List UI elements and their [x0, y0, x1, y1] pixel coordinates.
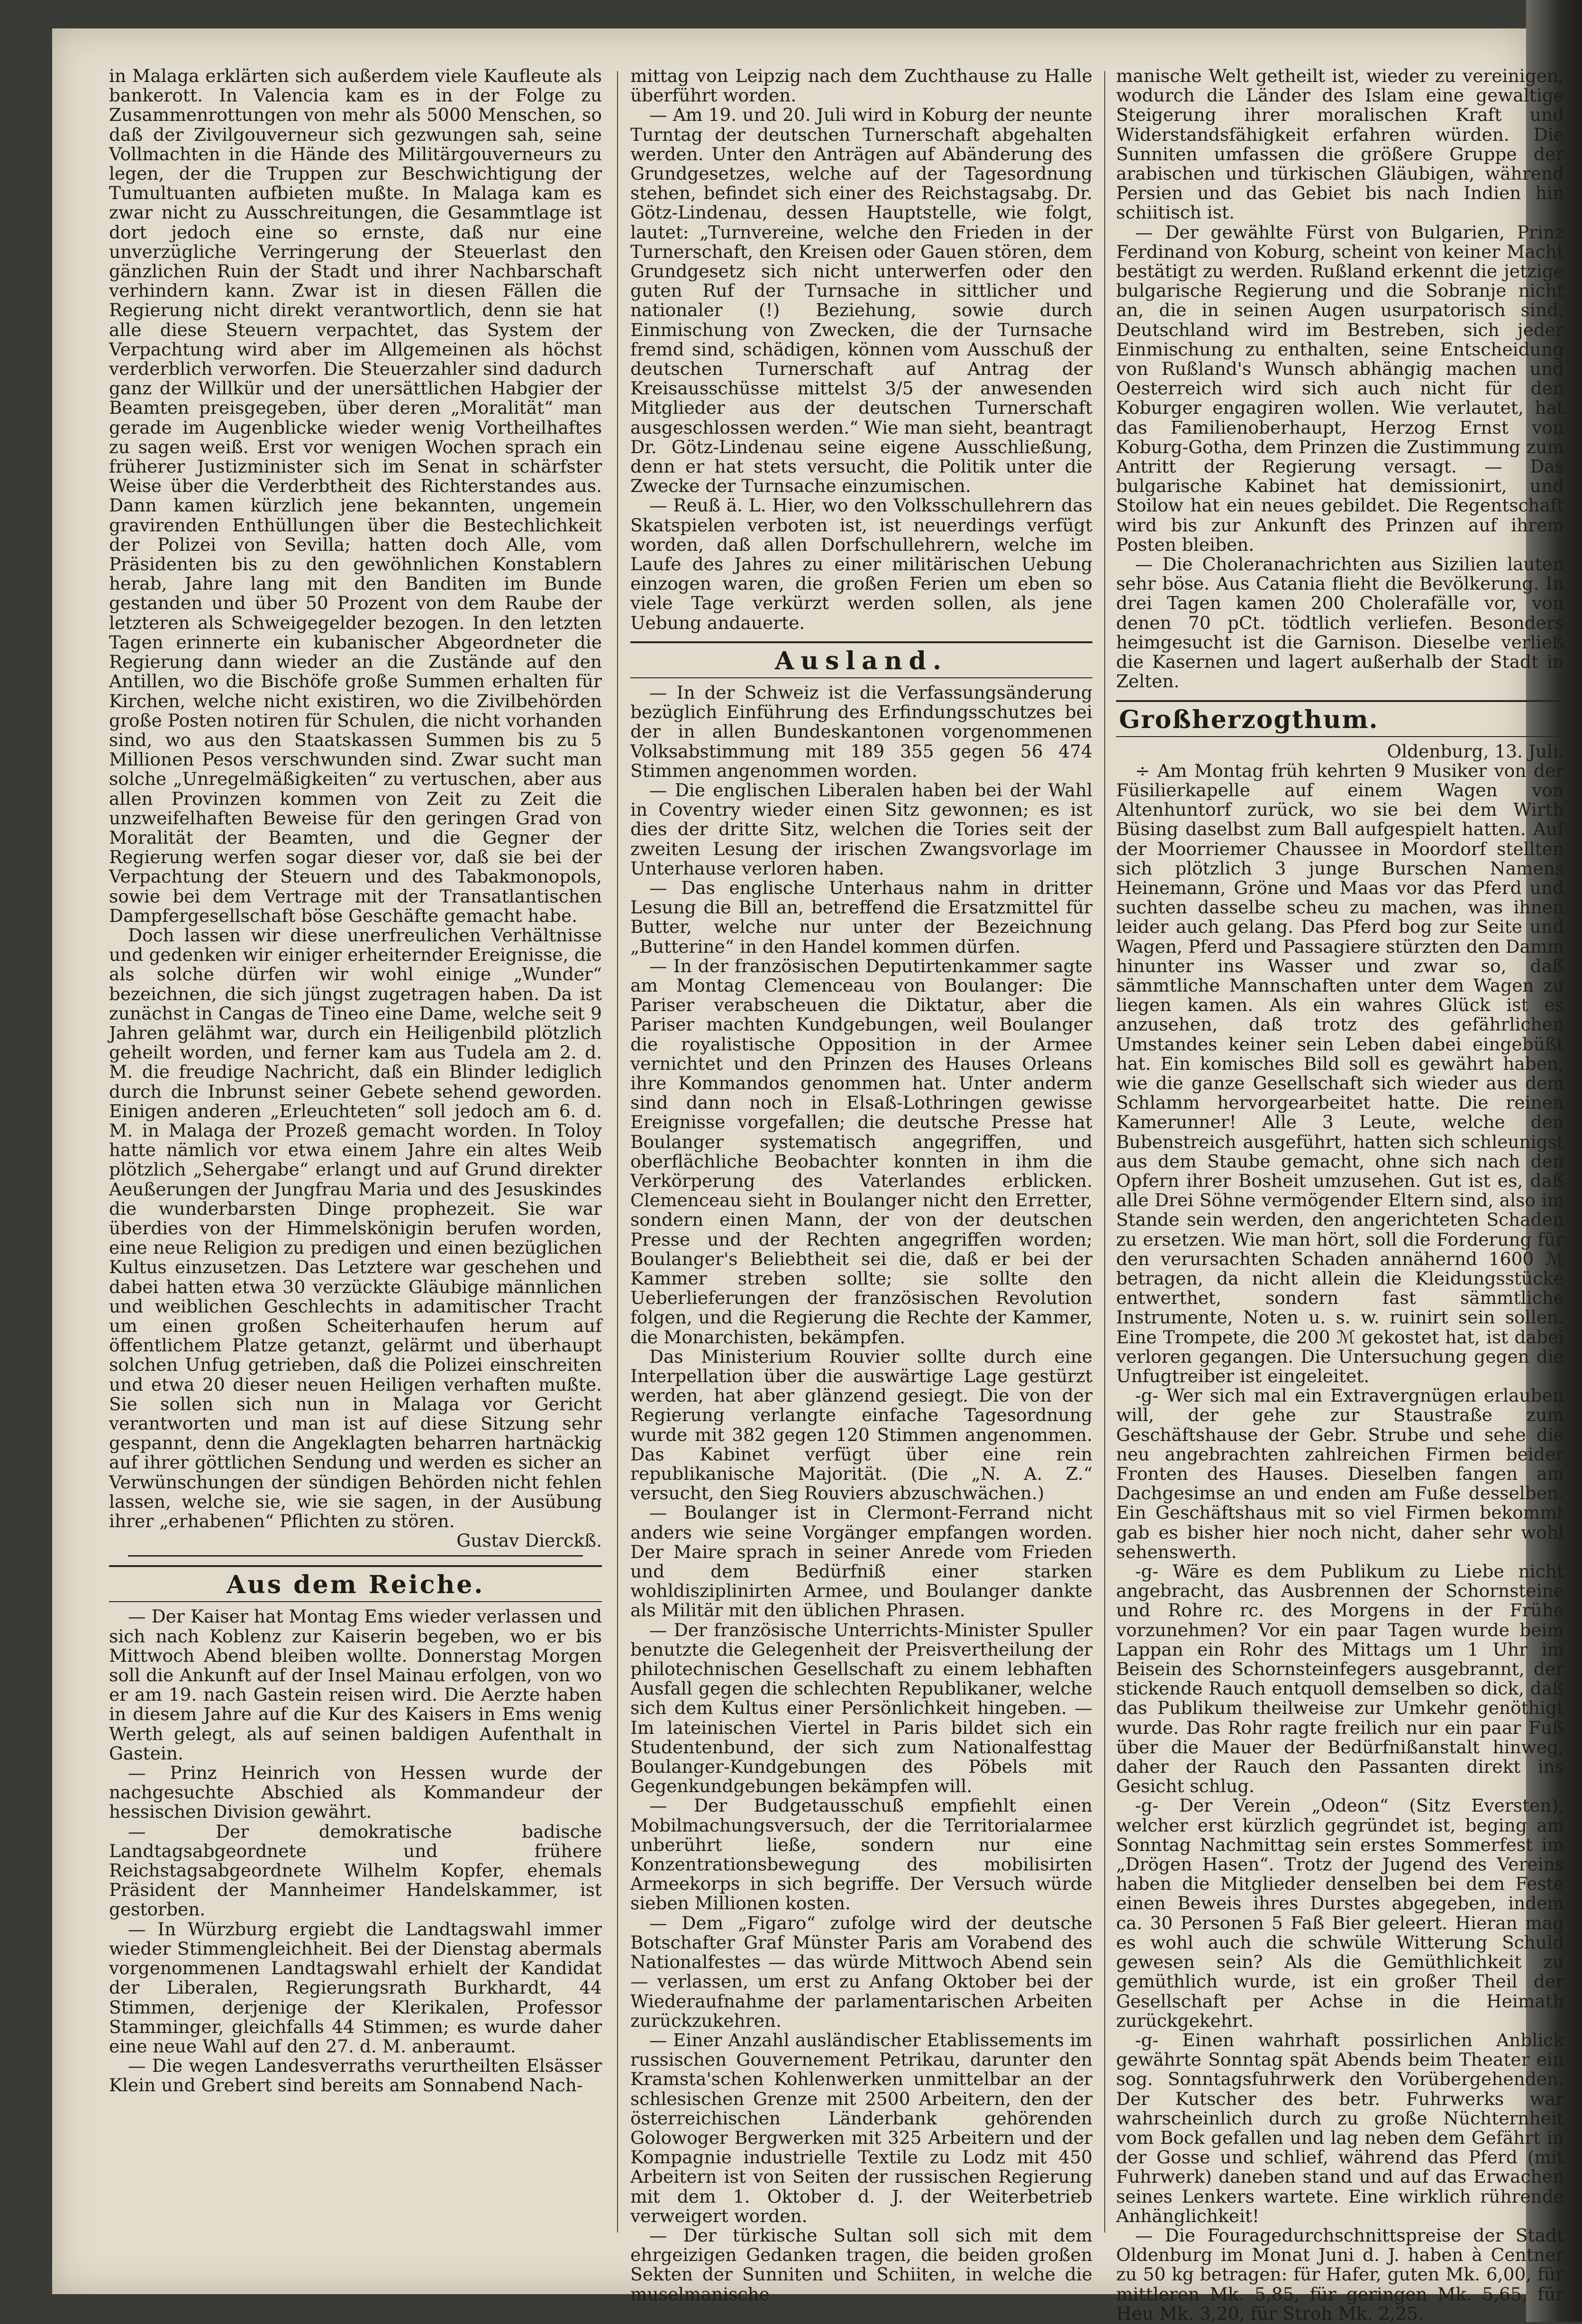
column-rule-2 [1104, 71, 1105, 2233]
news-item: — Einer Anzahl ausländischer Etablissements im russischen Gouvernement Petrikau, darunter den Kramsta'schen Kohlenwerken unmittelbar an der schlesischen Grenze mit 2500 Arbeitern, den der österreichischen Länderbank gehörenden Golowoger Bergwerken mit 325 Arbeitern und der Kompagnie industrielle Textile zu Lodz mit 450 Arbeitern ist von Seiten der russischen Regierung mit dem 1. Oktober d. J. der Weiterbetrieb verweigert worden. [630, 2029, 1092, 2226]
news-item: — Die Fouragedurchschnittspreise der Stadt Oldenburg im Monat Juni d. J. haben à Centner zu 50 kg betragen: für Hafer, guten Mk. 6,00, für mittleren Mk. 5,85, für geringen Mk. 5,65, für Heu Mk. 3,20, für Stroh Mk. 2,25. [1116, 2224, 1564, 2324]
news-item: -g- Wer sich mal ein Extravergnügen erlauben will, der gehe zur Staustraße zum Geschäftshause der Gebr. Strube und sehe die neu angebrachten zahlreichen Firmen beider Fronten des Hauses. Dieselben fangen am Dachgesimse an und enden am Fuße desselben. Ein Geschäftshaus mit so viel Firmen bekommt gab es bisher hier noch nicht, daher sehr wohl sehenswerth. [1116, 1385, 1564, 1562]
column-middle [630, 65, 1092, 2305]
news-item: — Der türkische Sultan soll sich mit dem ehrgeizigen Gedanken tragen, die beiden großen Sekten der Sunniten und Schiiten, in welche die muselmanische [630, 2224, 1092, 2305]
news-item: -g- Der Verein „Odeon“ (Sitz Eversten), welcher erst kürzlich gegründet ist, beging am Sonntag Nachmittag sein erstes Sommerfest im „Drögen Hasen“. Trotz der Jugend des Vereins haben die Mitglieder denselben bei dem Feste einen Beweis ihres Durstes abgegeben, indem ca. 30 Personen 5 Faß Bier geleert. Hieran mag es wohl auch die schwüle Witterung Schuld gewesen sein? Als die Gemüthlichkeit zu gemüthlich wurde, ist ein großer Theil der Gesellschaft per Achse in die Heimath zurückgekehrt. [1116, 1795, 1564, 2031]
news-item: — Der gewählte Fürst von Bulgarien, Prinz Ferdinand von Koburg, scheint von keiner Macht bestätigt zu werden. Rußland erkennt die jetzige bulgarische Regierung und die Sobranje nicht an, die in seinen Augen usurpatorisch sind. Deutschland wird im Bestreben, sich jeder Einmischung zu enthalten, seine Entscheidung von Rußland's Wunsch abhängig machen und Oesterreich wird sich auch nicht für den Koburger engagiren wollen. Wie verlautet, hat das Familienoberhaupt, Herzog Ernst von Koburg-Gotha, dem Prinzen die Zustimmung zum Antritt der Regierung versagt. — Das bulgarische Kabinet hat demissionirt, und Stoilow hat ein neues gebildet. Die Regentschaft wird bis zur Ankunft des Prinzen auf ihrem Posten bleiben. [1116, 221, 1564, 555]
news-item: — Das englische Unterhaus nahm in dritter Lesung die Bill an, betreffend die Ersatzmittel für Butter, welche nur unter der Bezeichnung „Butterine“ in den Handel kommen dürfen. [630, 877, 1092, 957]
section-divider [128, 1555, 583, 1557]
column-rule-1 [617, 71, 618, 2233]
news-item: mittag von Leipzig nach dem Zuchthause zu Halle überführt worden. [630, 65, 1092, 106]
news-item: Das Ministerium Rouvier sollte durch eine Interpellation über die auswärtige Lage gestürzt werden, hat aber glänzend gesiegt. Die von der Regierung verlangte einfache Tagesordnung wurde mit 382 gegen 120 Stimmen angenommen. Das Kabinet verfügt über eine rein republikanische Majorität. (Die „N. A. Z.“ versucht, den Sieg Rouviers abzuschwächen.) [630, 1346, 1092, 1504]
news-item: — Reuß ä. L. Hier, wo den Volksschullehrern das Skatspielen verboten ist, ist neuerdings verfügt worden, daß allen Dorfschullehrern, welche im Laufe des Jahres zu einer militärischen Uebung einzogen waren, die großen Ferien um eben so viele Tage verkürzt werden sollen, als jene Uebung andauerte. [630, 495, 1092, 633]
news-item: — In der Schweiz ist die Verfassungsänderung bezüglich Einführung des Erfindungsschutzes bei der in allen Bundeskantonen vorgenommenen Volksabstimmung mit 189 355 gegen 56 474 Stimmen angenommen worden. [630, 682, 1092, 781]
author-signature: Gustav Dierckß. [456, 1530, 602, 1551]
news-item: — Die Choleranachrichten aus Sizilien lauten sehr böse. Aus Catania flieht die Bevölkerung. In drei Tagen kamen 200 Cholerafälle vor, von denen 70 pCt. tödtlich verliefen. Besonders heimgesucht ist die Garnison. Dieselbe verließ die Kasernen und lagert außerhalb der Stadt in Zelten. [1116, 554, 1564, 692]
column-left [109, 66, 602, 2247]
news-item: — Boulanger ist in Clermont-Ferrand nicht anders wie seine Vorgänger empfangen worden. Der Maire sprach in seiner Anrede vom Frieden und dem Bedürfniß einer starken wohldisziplinirten Armee, und Boulanger dankte als Militär mit den üblichen Phrasen. [630, 1502, 1092, 1621]
section-heading-grossherzogthum: Großherzogthum. [1116, 700, 1564, 737]
news-item: ÷ Am Montag früh kehrten 9 Musiker von der Füsilierkapelle auf einem Wagen von Altenhuntorf zurück, wo sie bei dem Wirth Büsing daselbst zum Ball aufgespielt hatten. Auf der Moorriemer Chaussee in Moordorf stellten sich plötzlich 3 junge Burschen Namens Heinemann, Gröne und Maas vor das Pferd und suchten dasselbe scheu zu machen, was ihnen leider auch gelang. Das Pferd bog zur Seite und Wagen, Pferd und Passagiere stürzten den Damm hinunter ins Wasser und zwar so, daß sämmtliche Mannschaften unter dem Wagen zu liegen kamen. Als ein wahres Glück ist es anzusehen, daß trotz des gefährlichen Umstandes keiner sein Leben dabei eingebüßt hat. Ein komisches Bild soll es gewährt haben, wie die ganze Gesellschaft sich wieder aus dem Schlamm hervorgearbeitet hatte. Die reinen Kamerunner! Alle 3 Leute, welche den Bubenstreich ausgeführt, hatten sich schleunigst aus dem Staube gemacht, ohne sich nach den Opfern ihrer Bosheit umzusehen. Gut ist es, daß alle Drei Söhne vermögender Eltern sind, also im Stande sein werden, den angerichteten Schaden zu ersetzen. Wie man hört, soll die Forderung für den verursachten Schaden annähernd 1600 ℳ betragen, da nicht allein die Kleidungsstücke entwerthet, sondern fast sämmtliche Instrumente, Noten u. s. w. ruinirt sein sollen. Eine Trompete, die 200 ℳ gekostet hat, ist dabei verloren gegangen. Die Untersuchung gegen die Unfugtreiber ist eingeleitet. [1116, 760, 1564, 1386]
news-item: — Am 19. und 20. Juli wird in Koburg der neunte Turntag der deutschen Turnerschaft abgehalten werden. Unter den Anträgen auf Abänderung des Grundgesetzes, welche auf der Tagesordnung stehen, befindet sich einer des Reichstagsabg. Dr. Götz-Lindenau, dessen Hauptstelle, wie folgt, lautet: „Turnvereine, welche den Frieden in der Turnerschaft, den Kreisen oder Gauen stören, dem Grundgesetz sich nicht unterwerfen oder den guten Ruf der Turnsache in sittlicher und nationaler (!) Beziehung, sowie durch Einmischung von Zwecken, die der Turnsache fremd sind, schädigen, können vom Ausschuß der deutschen Turnerschaft auf Antrag der Kreisausschüsse mittelst 3/5 der anwesenden Mitglieder aus der deutschen Turnerschaft ausgeschlossen werden.“ Wie man sieht, beantragt Dr. Götz-Lindenau seine eigene Ausschließung, denn er hat stets versucht, die Politik unter die Zwecke der Turnsache einzumischen. [630, 104, 1092, 497]
article-miracles-text: Doch lassen wir diese unerfreulichen Verhältnisse und gedenken wir einiger erheiternder Ereignisse, die als solche dürfen wir wohl einige „Wunder“ bezeichnen, die sich jüngst zugetragen haben. Da ist zunächst in Cangas de Tineo eine Dame, welche seit 9 Jahren gelähmt war, durch ein Heiligenbild plötzlich geheilt worden, und ferner kam aus Tudela am 2. d. M. die freudige Nachricht, daß ein Blinder lediglich durch die Inbrunst seiner Gebete sehend geworden. Einigen anderen „Erleuchteten“ soll jedoch am 6. d. M. in Malaga der Prozeß gemacht worden. In Toloy hatte nämlich vor etwa einem Jahre ein altes Weib plötzlich „Sehergabe“ erlangt und auf Grund direkter Aeußerungen der Jungfrau Maria und des Jesuskindes die wunderbarsten Dinge prophezeit. Sie war überdies von der Himmelskönigin berufen worden, eine neue Religion zu predigen und einen bezüglichen Kultus einzusetzen. Das Letztere war geschehen und dabei hatten etwa 30 verzückte Gläubige männlichen und weiblichen Geschlechts in adamitischer Tracht um einen großen Scheiterhaufen herum auf öffentlichem Platze getanzt, gelärmt und überhaupt solchen Unfug getrieben, daß die Polizei einschreiten und etwa 20 dieser neuen Heiligen verhaften mußte. Sie sollen sich nun in Malaga vor Gericht verantworten und man ist auf diese Sitzung sehr gespannt, denn die Angeklagten beharren hartnäckig auf ihrer göttlichen Sendung und werden es sicher an Verwünschungen der sündigen Behörden nicht fehlen lassen, welche sie, wie sie sagen, in der Ausübung ihrer „erhabenen“ Pflichten zu stören. [109, 924, 602, 1532]
news-item: — In der französischen Deputirtenkammer sagte am Montag Clemenceau von Boulanger: Die Pariser verabscheuen die Diktatur, aber die Pariser machten Kundgebungen, weil Boulanger die royalistische Opposition in der Armee vernichtet und den Prinzen des Hauses Orleans ihre Kommandos genommen hat. Unter anderm sind dann noch in Elsaß-Lothringen gewisse Ereignisse vorgefallen; die deutsche Presse hat Boulanger systematisch angegriffen, und oberflächliche Beobachter konnten in ihm die Verkörperung des Vaterlandes erblicken. Clemenceau sieht in Boulanger nicht den Erretter, sondern einen Mann, der von der deutschen Presse und der Rechten angegriffen worden; Boulanger's Beliebtheit sei die, daß er bei der Kammer streben sollte; sie sollte den Ueberlieferungen der französischen Revolution folgen, und die Regierung die Rechte der Kammer, die Monarchisten, bekämpfen. [630, 955, 1092, 1348]
news-item: — Der demokratische badische Landtagsabgeordnete und frühere Reichstagsabgeordnete Wilhelm Kopfer, ehemals Präsident der Mannheimer Handelskammer, ist gestorben. [109, 1821, 602, 1920]
news-item: — Prinz Heinrich von Hessen wurde der nachgesuchte Abschied als Kommandeur der hessischen Division gewährt. [109, 1762, 602, 1823]
news-item: — Der Kaiser hat Montag Ems wieder verlassen und sich nach Koblenz zur Kaiserin begeben, wo er bis Mittwoch Abend bleiben wollte. Donnerstag Morgen soll die Ankunft auf der Insel Mainau erfolgen, von wo er am 19. nach Gastein reisen wird. Die Aerzte haben in diesem Jahre auf die Kur des Kaisers in Ems wenig Werth gelegt, als auf seinen baldigen Aufenthalt in Gastein. [109, 1606, 602, 1764]
news-item: manische Welt getheilt ist, wieder zu vereinigen, wodurch die Länder des Islam eine gewaltige Steigerung ihrer moralischen Kraft und Widerstandsfähigkeit erfahren würden. Die Sunniten umfassen die größere Gruppe der arabischen und türkischen Gläubigen, während Persien und das Gebiet bis nach Indien hin schiitisch ist. [1116, 65, 1564, 223]
news-item: — Die wegen Landesverraths verurtheilten Elsässer Klein und Grebert sind bereits am Sonnabend Nach- [109, 2055, 602, 2096]
section-heading-ausland: Ausland. [630, 641, 1092, 678]
news-item: — Der Budgetausschuß empfiehlt einen Mobilmachungsversuch, der die Territorialarmee unberührt ließe, sondern nur eine Konzentrationsbewegung des mobilisirten Armeekorps in sich begriffe. Der Versuch würde sieben Millionen kosten. [630, 1795, 1092, 1914]
news-item: — Dem „Figaro“ zufolge wird der deutsche Botschafter Graf Münster Paris am Vorabend des Nationalfestes — das würde Mittwoch Abend sein — verlassen, um erst zu Anfang Oktober bei der Wiederaufnahme der parlamentarischen Arbeiten zurückzukehren. [630, 1912, 1092, 2031]
article-spain-text: in Malaga erklärten sich außerdem viele Kaufleute als bankerott. In Valencia kam es in der Folge zu Zusammenrottungen von mehr als 5000 Menschen, so daß der Zivilgouverneur sich gezwungen sah, seine Vollmachten in die Hände des Militärgouverneurs zu legen, der die Truppen zur Beschwichtigung der Tumultuanten aufbieten mußte. In Malaga kam es zwar nicht zu Ausschreitungen, die Gesammtlage ist dort jedoch eine so ernste, daß nur eine unverzügliche Verringerung der Steuerlast den gänzlichen Ruin der Stadt und ihrer Nachbarschaft verhindern kann. Zwar ist in diesen Fällen die Regierung nicht direkt verantwortlich, denn sie hat alle diese Steuern verpachtet, das System der Verpachtung wird aber im Allgemeinen als höchst verderblich verworfen. Die Steuerzahler sind dadurch ganz der Willkür und der unersättlichen Habgier der Beamten preisgegeben, über deren „Moralität“ man gerade im Augenblicke wieder wenig Vortheilhaftes zu sagen weiß. Erst vor wenigen Wochen sprach ein früherer Justizminister sich im Senat in schärfster Weise über die Verderbtheit des Richterstandes aus. Dann kamen kürzlich jene bekannten, ungemein gravirenden Enthüllungen über die Bestechlichkeit der Polizei von Sevilla; hatten doch Alle, vom Präsidenten bis zu den gewöhnlichen Konstablern herab, Jahre lang mit den Banditen im Bunde gestanden und über 50 Prozent von dem Raube der letzteren als Schweigegelder bezogen. In den letzten Tagen erinnerte ein kubanischer Abgeordneter die Regierung dann wieder an die Zustände auf den Antillen, wo die Bischöfe große Summen erhalten für Kirchen, welche nicht existiren, wo die Zivilbehörden große Posten notiren für Schulen, die nicht vorhanden sind, wo aus den Staatskassen Summen bis zu 5 Millionen Pesos verschwunden sind. Zwar sucht man solche „Unregelmäßigkeiten“ zu vertuschen, aber aus allen Provinzen kommen von Zeit zu Zeit die unzweifelhaften Beweise für den geringen Grad von Moralität der Beamten, und die Gegner der Regierung werfen sogar dieser vor, daß sie bei der Verpachtung der Steuern und des Tabakmonopols, sowie bei dem Vertrage mit der Transatlantischen Dampfergesellschaft böse Geschäfte gemacht habe. [109, 65, 602, 926]
section-heading-reich: Aus dem Reiche. [109, 1565, 602, 1602]
news-item: — Die englischen Liberalen haben bei der Wahl in Coventry wieder einen Sitz gewonnen; es ist dies der dritte Sitz, welchen die Tories seit der zweiten Lesung der irischen Zwangsvorlage im Unterhause verloren haben. [630, 779, 1092, 879]
news-item: — In Würzburg ergiebt die Landtagswahl immer wieder Stimmengleichheit. Bei der Dienstag abermals vorgenommenen Landtagswahl erhielt der Kandidat der Liberalen, Regierungsrath Burkhardt, 44 Stimmen, derjenige der Klerikalen, Professor Stamminger, gleichfalls 44 Stimmen; es wurde daher eine neue Wahl auf den 27. d. M. anberaumt. [109, 1918, 602, 2057]
dateline: Oldenburg, 13. Juli. [1387, 740, 1564, 762]
news-item: — Der französische Unterrichts-Minister Spuller benutzte die Gelegenheit der Preisvertheilung der philotechnischen Gesellschaft zu einem lebhaften Ausfall gegen die schlechten Republikaner, welche sich dem Kultus einer Persönlichkeit hingeben. — Im lateinischen Viertel in Paris bildet sich ein Studentenbund, der sich zum Nationalfesttag Boulanger-Kundgebungen des Pöbels mit Gegenkundgebungen bekämpfen will. [630, 1619, 1092, 1797]
column-right [1116, 65, 1564, 2324]
news-item: -g- Einen wahrhaft possirlichen Anblick gewährte Sonntag spät Abends beim Theater ein sog. Sonntagsfuhrwerk den Vorübergehenden. Der Kutscher des betr. Fuhrwerks war wahrscheinlich durch zu große Nüchternheit vom Bock gefallen und lag neben dem Gefährt in der Gosse und schlief, während das Pferd (mit Fuhrwerk) daneben stand und auf das Erwachen seines Lenkers wartete. Eine wirklich rührende Anhänglichkeit! [1116, 2029, 1564, 2226]
news-item: -g- Wäre es dem Publikum zu Liebe nicht angebracht, das Ausbrennen der Schornsteine und Rohre rc. des Morgens in der Frühe vorzunehmen? Vor ein paar Tagen wurde beim Lappan ein Rohr des Mittags um 1 Uhr im Beisein des Schornsteinfegers ausgebrannt, der stickende Rauch entquoll demselben so dick, daß das Publikum theilweise zur Umkehr genöthigt wurde. Das Rohr ragte freilich nur ein paar Fuß über die Mauer der Bedürfnißanstalt hinweg, daher der Rauch den Passanten direkt ins Gesicht schlug. [1116, 1561, 1564, 1797]
